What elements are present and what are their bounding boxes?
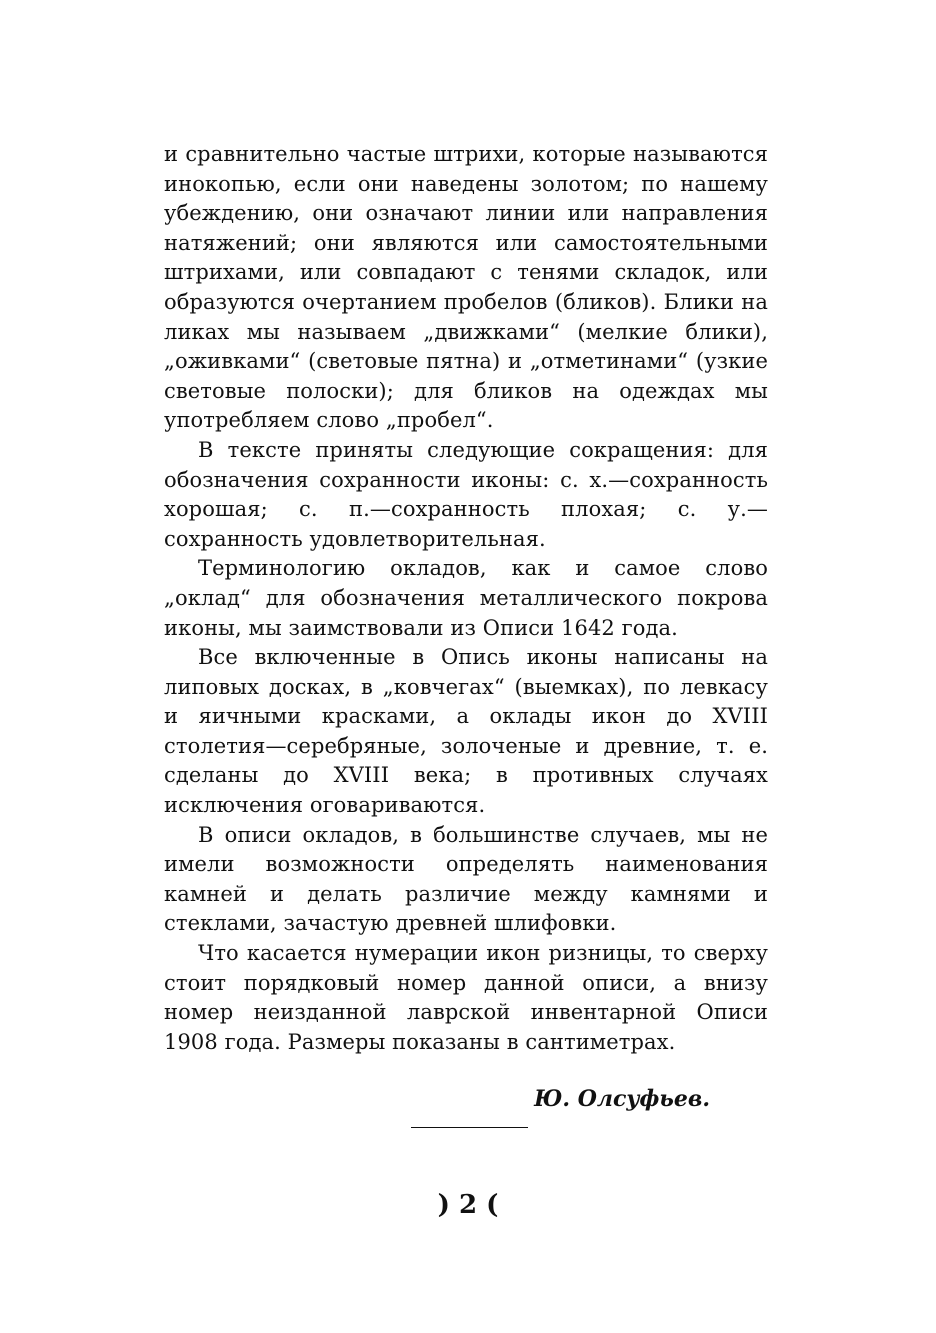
body-text: [164, 140, 768, 1057]
paragraph-6: Что касается нумерации икон ризницы, то сверху стоит порядковый номер данной описи, а внизу номер неизданной лаврской инвентарной Описи 1908 года. Размеры показаны в сантиметрах.: [164, 941, 768, 1054]
section-divider: [411, 1127, 528, 1128]
paragraph-3: Терминологию окладов, как и самое слово „оклад“ для обозначения металлического покрова иконы, мы заимствовали из Описи 1642 года.: [164, 556, 768, 640]
paragraph-1: и сравнительно частые штрихи, которые называются инокопью, если они наведены золотом; по нашему убеждению, они означают линии или направления натяжений; они являются или самостоятельными штрихами, или совпадают с тенями складок, или образуются очертанием пробелов (бликов). Блики на ликах мы называем „движками“ (мелкие блики), „оживками“ (световые пятна) и „отметинами“ (узкие световые полоски); для бликов на одеждах мы употребляем слово „пробел“.: [164, 142, 768, 433]
paragraph-2: В тексте приняты следующие сокращения: для обозначения сохранности иконы: с. х.—сохранность хорошая; с. п.—сохранность плохая; с. у.—сохранность удовлетворительная.: [164, 437, 768, 551]
paragraph-4: Все включенные в Опись иконы написаны на липовых досках, в „ковчегах“ (выемках), по левкасу и яичными красками, а оклады икон до XVIII столетия—серебряные, золоченые и древние, т. е. сделаны до XVIII века; в противных случаях исключения оговариваются.: [164, 645, 768, 818]
page-number: ) 2 (: [437, 1190, 499, 1220]
paragraph-5: В описи окладов, в большинстве случаев, мы не имели возможности определять наименования камней и делать различие между камнями и стеклами, зачастую древней шлифовки.: [164, 822, 768, 936]
author-signature: Ю. Олсуфьев.: [534, 1086, 710, 1112]
